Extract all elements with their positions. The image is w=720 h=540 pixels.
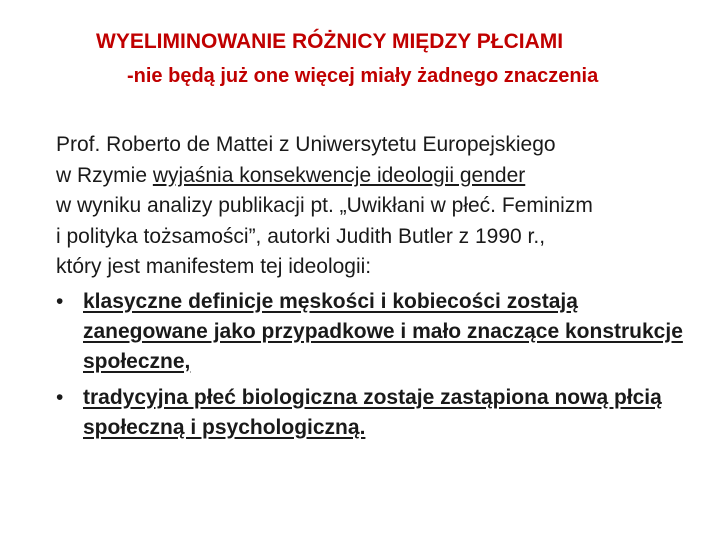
bullet-text-1: klasyczne definicje męskości i kobiecości zostają zanegowane jako przypadkowe i mało znaczące konstrukcje społeczne,	[83, 289, 683, 373]
body-line-1: Prof. Roberto de Mattei z Uniwersytetu Europejskiego	[56, 133, 556, 156]
body-line-3: w wyniku analizy publikacji pt. „Uwikłani w płeć. Feminizm	[56, 194, 593, 217]
slide-subtitle: -nie będą już one więcej miały żadnego znaczenia	[127, 65, 599, 87]
bullet-text-2: tradycyjna płeć biologiczna zostaje zastąpiona nową płcią społeczną i psychologiczną.	[83, 385, 662, 439]
slide-title: WYELIMINOWANIE RÓŻNICY MIĘDZY PŁCIAMI	[96, 30, 564, 53]
body-line-5: który jest manifestem tej ideologii:	[56, 255, 372, 278]
slide-body	[56, 130, 720, 449]
bullet-item-2	[56, 383, 720, 443]
bullet-marker: •	[56, 385, 64, 409]
bullet-list	[56, 287, 720, 443]
body-line-2-prefix: w Rzymie	[56, 163, 153, 187]
bullet-item-1	[56, 287, 720, 377]
body-line-4: i polityka tożsamości”, autorki Judith Butler z 1990 r.,	[56, 224, 546, 248]
underlined-phrase: wyjaśnia konsekwencje ideologii gender	[152, 163, 526, 187]
bullet-marker: •	[56, 289, 64, 313]
body-line-2	[56, 161, 720, 192]
